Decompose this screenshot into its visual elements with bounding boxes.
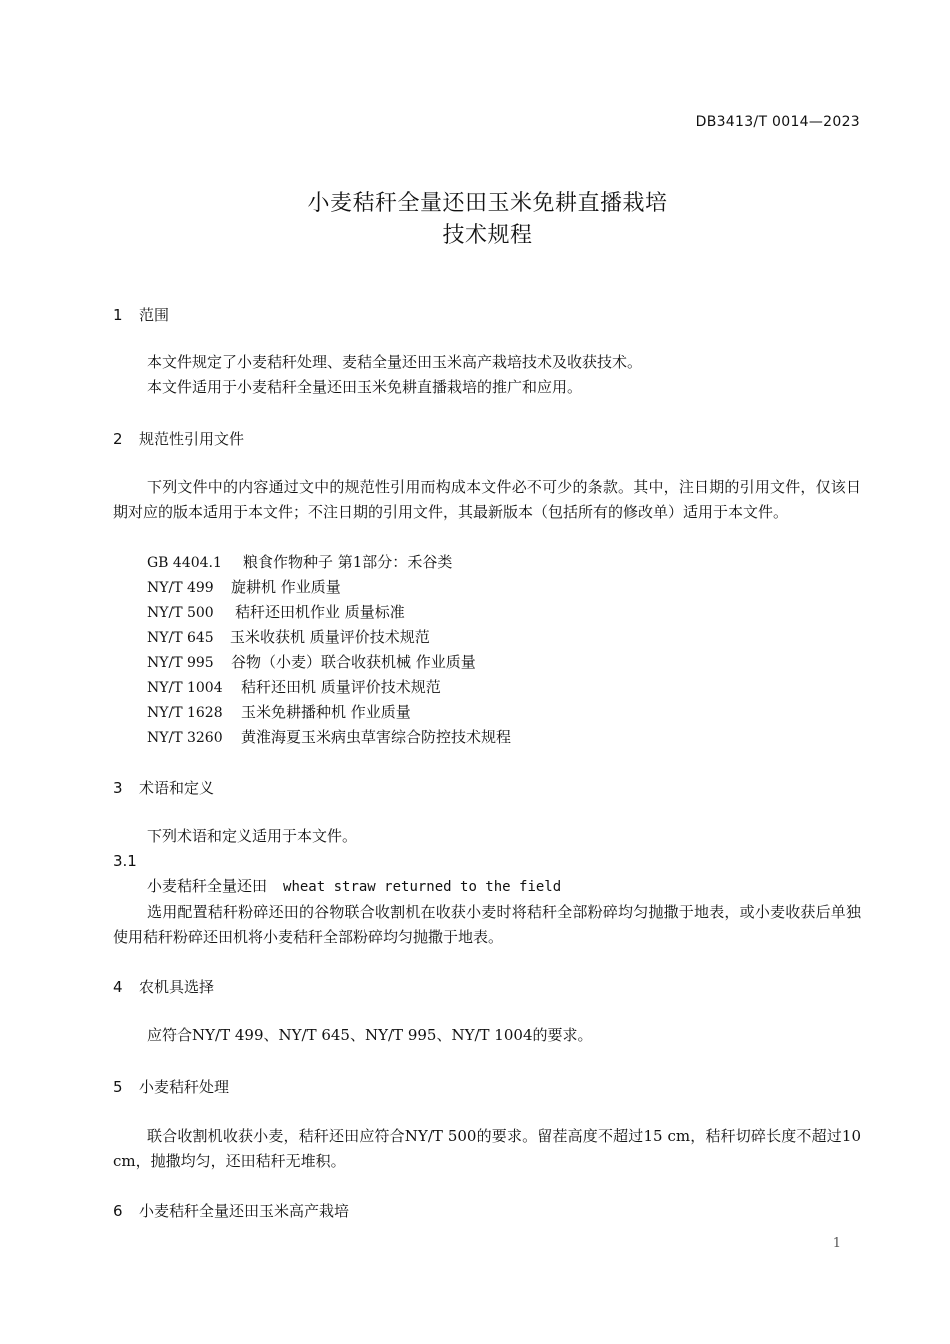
reference-item (147, 702, 411, 723)
reference-title: 旋耕机 作业质量 (231, 578, 341, 596)
document-title-line1: 小麦秸秆全量还田玉米免耕直播栽培 (307, 191, 668, 216)
section-title: 规范性引用文件 (139, 430, 245, 448)
section-3-intro: 下列术语和定义适用于本文件。 (147, 827, 358, 845)
reference-item (147, 627, 430, 648)
reference-title: 玉米收获机 质量评价技术规范 (230, 628, 430, 646)
reference-code: NY/T 645 (147, 630, 214, 646)
section-2-intro: 下列文件中的内容通过文中的规范性引用而构成本文件必不可少的条款。其中，注日期的引用文件，仅该日期对应的版本适用于本文件；不注日期的引用文件，其最新版本（包括所有的修改单）适用于本文件。 (113, 478, 861, 521)
section-1-heading (113, 304, 169, 325)
reference-item (147, 727, 511, 748)
reference-title: 秸秆还田机 质量评价技术规范 (241, 678, 441, 696)
section-number: 3 (113, 779, 123, 797)
reference-item (147, 677, 441, 698)
term-definition: 选用配置秸秆粉碎还田的谷物联合收割机在收获小麦时将秸秆全部粉碎均匀抛撒于地表，或小麦收获后单独使用秸秆粉碎还田机将小麦秸秆全部粉碎均匀抛撒于地表。 (113, 903, 861, 946)
page-number: 1 (832, 1236, 841, 1251)
reference-item (147, 577, 341, 598)
section-title: 农机具选择 (139, 978, 215, 996)
term-chinese: 小麦秸秆全量还田 (147, 877, 268, 895)
section-2-heading (113, 428, 244, 449)
term-english: wheat straw returned to the field (283, 879, 562, 895)
section-1-paragraph-1: 本文件规定了小麦秸秆处理、麦秸全量还田玉米高产栽培技术及收获技术。 (147, 353, 643, 371)
reference-code: NY/T 500 (147, 605, 214, 621)
section-title: 小麦秸秆处理 (139, 1078, 230, 1096)
section-6-heading (113, 1200, 349, 1221)
reference-code: NY/T 995 (147, 655, 214, 671)
reference-code: NY/T 1004 (147, 680, 223, 696)
section-number: 5 (113, 1078, 123, 1096)
reference-item (147, 652, 476, 673)
section-number: 2 (113, 430, 123, 448)
section-4-heading (113, 976, 214, 997)
section-title: 范围 (139, 306, 170, 324)
reference-title: 粮食作物种子 第1部分：禾谷类 (243, 553, 453, 571)
section-5-paragraph: 联合收割机收获小麦，秸秆还田应符合NY/T 500的要求。留茬高度不超过15 cm，秸秆切碎长度不超过10 cm，抛撒均匀，还田秸秆无堆积。 (113, 1127, 861, 1170)
reference-code: GB 4404.1 (147, 555, 222, 571)
reference-code: NY/T 3260 (147, 730, 223, 746)
section-1-paragraph-2: 本文件适用于小麦秸秆全量还田玉米免耕直播栽培的推广和应用。 (147, 378, 583, 396)
reference-code: NY/T 499 (147, 580, 214, 596)
section-title: 小麦秸秆全量还田玉米高产栽培 (139, 1202, 350, 1220)
section-title: 术语和定义 (139, 779, 215, 797)
section-number: 1 (113, 306, 123, 324)
term-number: 3.1 (113, 852, 137, 870)
reference-title: 谷物（小麦）联合收获机械 作业质量 (231, 653, 476, 671)
section-4-paragraph: 应符合NY/T 499、NY/T 645、NY/T 995、NY/T 1004的要求。 (147, 1026, 593, 1044)
term-entry (147, 876, 561, 897)
reference-code: NY/T 1628 (147, 705, 223, 721)
document-code: DB3413/T 0014—2023 (695, 114, 860, 130)
reference-title: 黄淮海夏玉米病虫草害综合防控技术规程 (241, 728, 512, 746)
reference-title: 秸秆还田机作业 质量标准 (235, 603, 405, 621)
document-title-line2: 技术规程 (442, 223, 533, 248)
section-number: 6 (113, 1202, 123, 1220)
reference-title: 玉米免耕播种机 作业质量 (241, 703, 411, 721)
reference-item (147, 552, 452, 573)
section-3-heading (113, 777, 214, 798)
section-number: 4 (113, 978, 123, 996)
reference-item (147, 602, 405, 623)
section-5-heading (113, 1076, 229, 1097)
